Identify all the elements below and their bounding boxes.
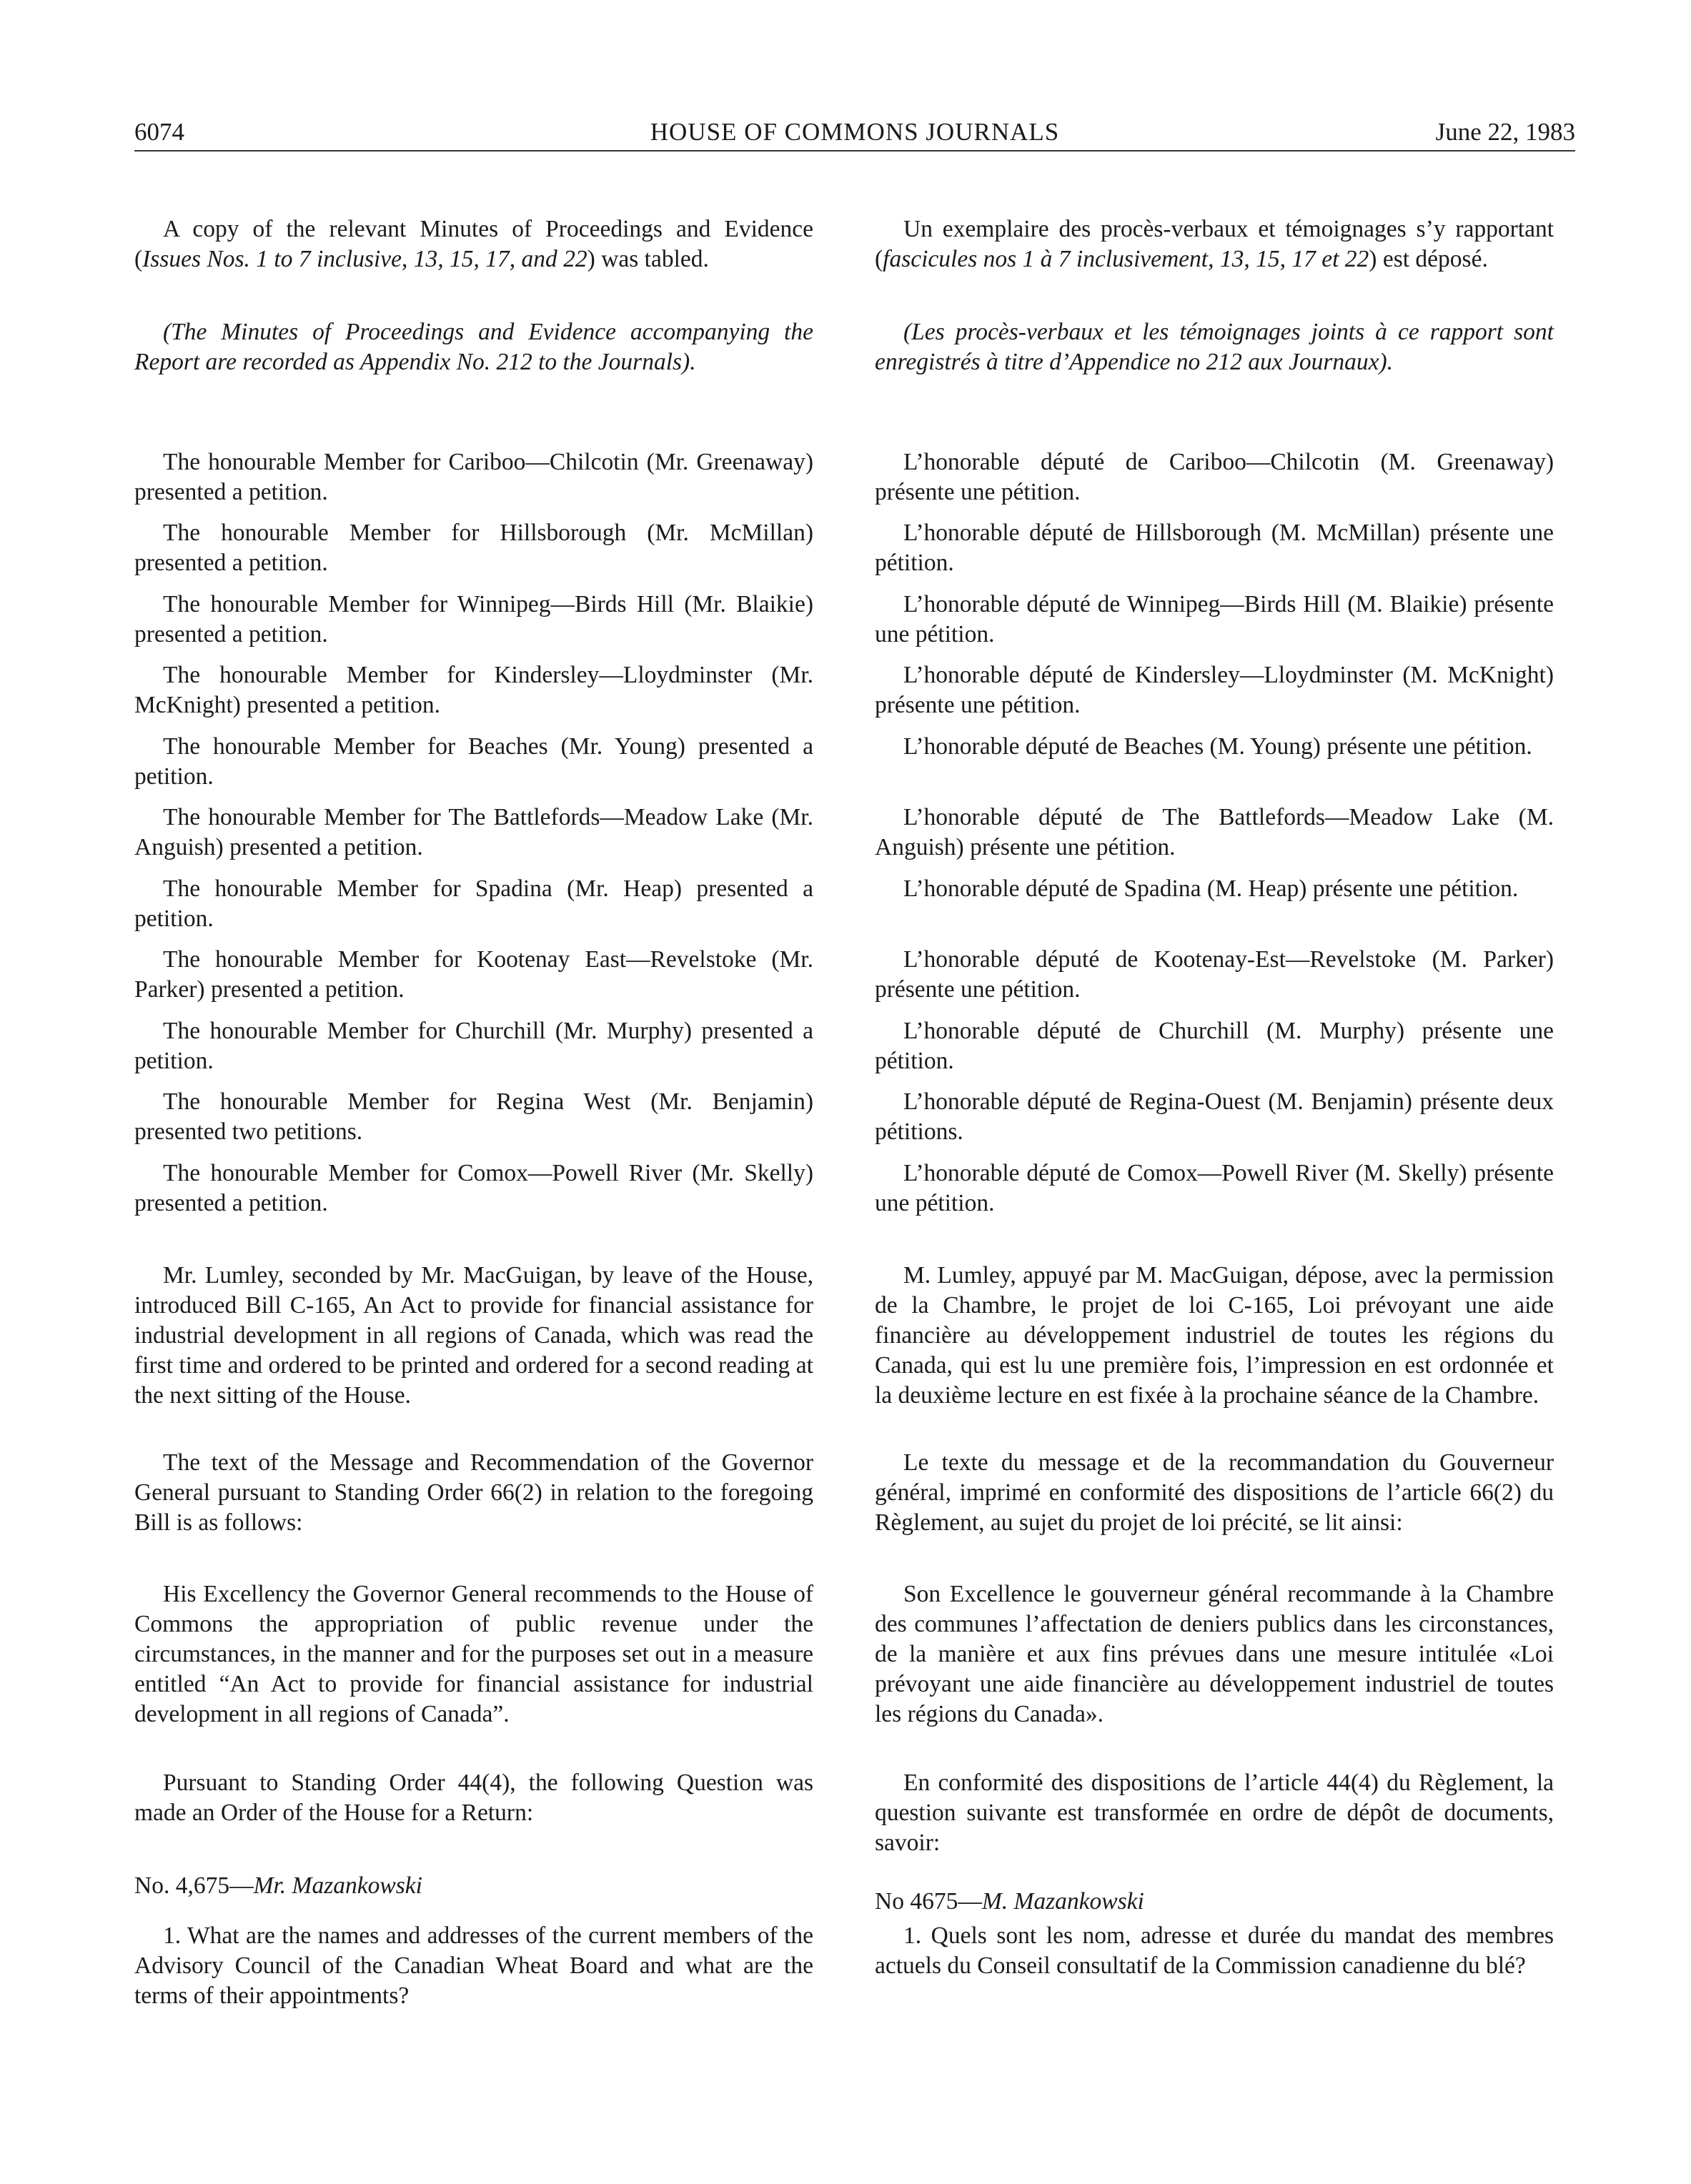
order-paragraph: En conformité des dispositions de l’article 44(4) du Règlement, la question suivante est transformée en ordre de dépôt de documents, savoir: (875, 1769, 1554, 1856)
petition-item: The honourable Member for Kootenay East—Revelstoke (Mr. Parker) presented a petition. (134, 946, 813, 1003)
issues-reference: Issues Nos. 1 to 7 inclusive, 13, 15, 17, and 22 (142, 246, 587, 272)
appendix-note: (The Minutes of Proceedings and Evidence accompanying the Report are recorded as Appendix No. 212 to the Journals). (134, 319, 813, 375)
question-number: No. 4,675— (134, 1872, 254, 1899)
petition-item: The honourable Member for Comox—Powell River (Mr. Skelly) presented a petition. (134, 1160, 813, 1216)
petition-item: L’honorable député de Churchill (M. Murphy) présente une pétition. (875, 1018, 1554, 1074)
petition-item: L’honorable député de Kootenay-Est—Revelstoke (M. Parker) présente une pétition. (875, 946, 1554, 1003)
petition-item: L’honorable député de Regina-Ouest (M. Benjamin) présente deux pétitions. (875, 1088, 1554, 1145)
petition-item: L’honorable député de Hillsborough (M. McMillan) présente une pétition. (875, 520, 1554, 576)
petition-item: L’honorable député de Winnipeg—Birds Hill (M. Blaikie) présente une pétition. (875, 591, 1554, 647)
recommendation: His Excellency the Governor General recommends to the House of Commons the appropriation of public revenue under the circumstances, in the manner and for the purposes set out in a measure entitled “An Act to provide for financial assistance for industrial development in all regions of Canada”. (134, 1581, 813, 1727)
petition-item: The honourable Member for Churchill (Mr. Murphy) presented a petition. (134, 1018, 813, 1074)
page-header (134, 114, 1575, 152)
bill-introduction: Mr. Lumley, seconded by Mr. MacGuigan, by leave of the House, introduced Bill C-165, An Act to provide for financial assistance for industrial development in all regions of Canada, which was read the first time and ordered to be printed and ordered for a second reading at the next sitting of the House. (134, 1262, 813, 1409)
question-text: 1. Quels sont les nom, adresse et durée du mandat des membres actuels du Conseil consultatif de la Commission canadienne du blé? (875, 1922, 1554, 1979)
petition-item: L’honorable député de Kindersley—Lloydminster (M. McKnight) présente une pétition. (875, 662, 1554, 718)
question-number: No 4675— (875, 1888, 982, 1915)
question-heading (134, 1871, 813, 1901)
petition-item: The honourable Member for Winnipeg—Birds Hill (Mr. Blaikie) presented a petition. (134, 591, 813, 647)
question-member: M. Mazankowski (981, 1888, 1144, 1915)
petition-item: The honourable Member for The Battlefords—Meadow Lake (Mr. Anguish) presented a petition. (134, 804, 813, 860)
petition-item: The honourable Member for Regina West (Mr. Benjamin) presented two petitions. (134, 1088, 813, 1145)
message-intro: Le texte du message et de la recommandation du Gouverneur général, imprimé en conformité des dispositions de l’article 66(2) du Règlement, au sujet du projet de loi précité, se lit ainsi: (875, 1449, 1554, 1536)
issues-reference: fascicules nos 1 à 7 inclusivement, 13, 15, 17 et 22 (883, 246, 1369, 272)
petition-item: L’honorable député de Cariboo—Chilcotin (M. Greenaway) présente une pétition. (875, 449, 1554, 505)
journal-title: HOUSE OF COMMONS JOURNALS (650, 118, 1060, 146)
tabled-paragraph: A copy of the relevant Minutes of Proceedings and Evidence (Issues Nos. 1 to 7 inclusive, 13, 15, 17, and 22) was tabled. (134, 216, 813, 272)
appendix-note: (Les procès-verbaux et les témoignages joints à ce rapport sont enregistrés à titre d’Appendice no 212 aux Journaux). (875, 319, 1554, 375)
petition-item: The honourable Member for Hillsborough (Mr. McMillan) presented a petition. (134, 520, 813, 576)
petition-item: The honourable Member for Beaches (Mr. Young) presented a petition. (134, 733, 813, 790)
petition-item: L’honorable député de The Battlefords—Meadow Lake (M. Anguish) présente une pétition. (875, 804, 1554, 860)
order-paragraph: Pursuant to Standing Order 44(4), the following Question was made an Order of the House for a Return: (134, 1769, 813, 1826)
bill-introduction: M. Lumley, appuyé par M. MacGuigan, dépose, avec la permission de la Chambre, le projet de loi C-165, Loi prévoyant une aide financière au développement industriel de toutes les régions du Canada, qui est lu une première fois, l’impression en est ordonnée et la deuxième lecture en est fixée à la prochaine séance de la Chambre. (875, 1262, 1554, 1409)
petition-item: The honourable Member for Kindersley—Lloydminster (Mr. McKnight) presented a petition. (134, 662, 813, 718)
message-intro: The text of the Message and Recommendation of the Governor General pursuant to Standing Order 66(2) in relation to the foregoing Bill is as follows: (134, 1449, 813, 1536)
question-member: Mr. Mazankowski (253, 1872, 422, 1899)
question-heading (875, 1887, 1554, 1917)
journal-date: June 22, 1983 (1435, 118, 1575, 146)
tabled-paragraph: Un exemplaire des procès-verbaux et témoignages s’y rapportant (fascicules nos 1 à 7 inclusivement, 13, 15, 17 et 22) est déposé. (875, 216, 1554, 272)
petition-item: The honourable Member for Spadina (Mr. Heap) presented a petition. (134, 875, 813, 932)
page-number: 6074 (134, 118, 184, 146)
recommendation: Son Excellence le gouverneur général recommande à la Chambre des communes l’affectation de deniers publics dans les circonstances, de la manière et aux fins prévues dans une mesure intitulée «Loi prévoyant une aide financière au développement industriel de toutes les régions du Canada». (875, 1581, 1554, 1727)
question-text: 1. What are the names and addresses of the current members of the Advisory Council of the Canadian Wheat Board and what are the terms of their appointments? (134, 1922, 813, 2009)
petition-item: L’honorable député de Beaches (M. Young) présente une pétition. (903, 733, 1532, 760)
petition-item: L’honorable député de Spadina (M. Heap) présente une pétition. (903, 875, 1519, 902)
petition-item: L’honorable député de Comox—Powell River (M. Skelly) présente une pétition. (875, 1160, 1554, 1216)
petition-item: The honourable Member for Cariboo—Chilcotin (Mr. Greenaway) presented a petition. (134, 449, 813, 505)
